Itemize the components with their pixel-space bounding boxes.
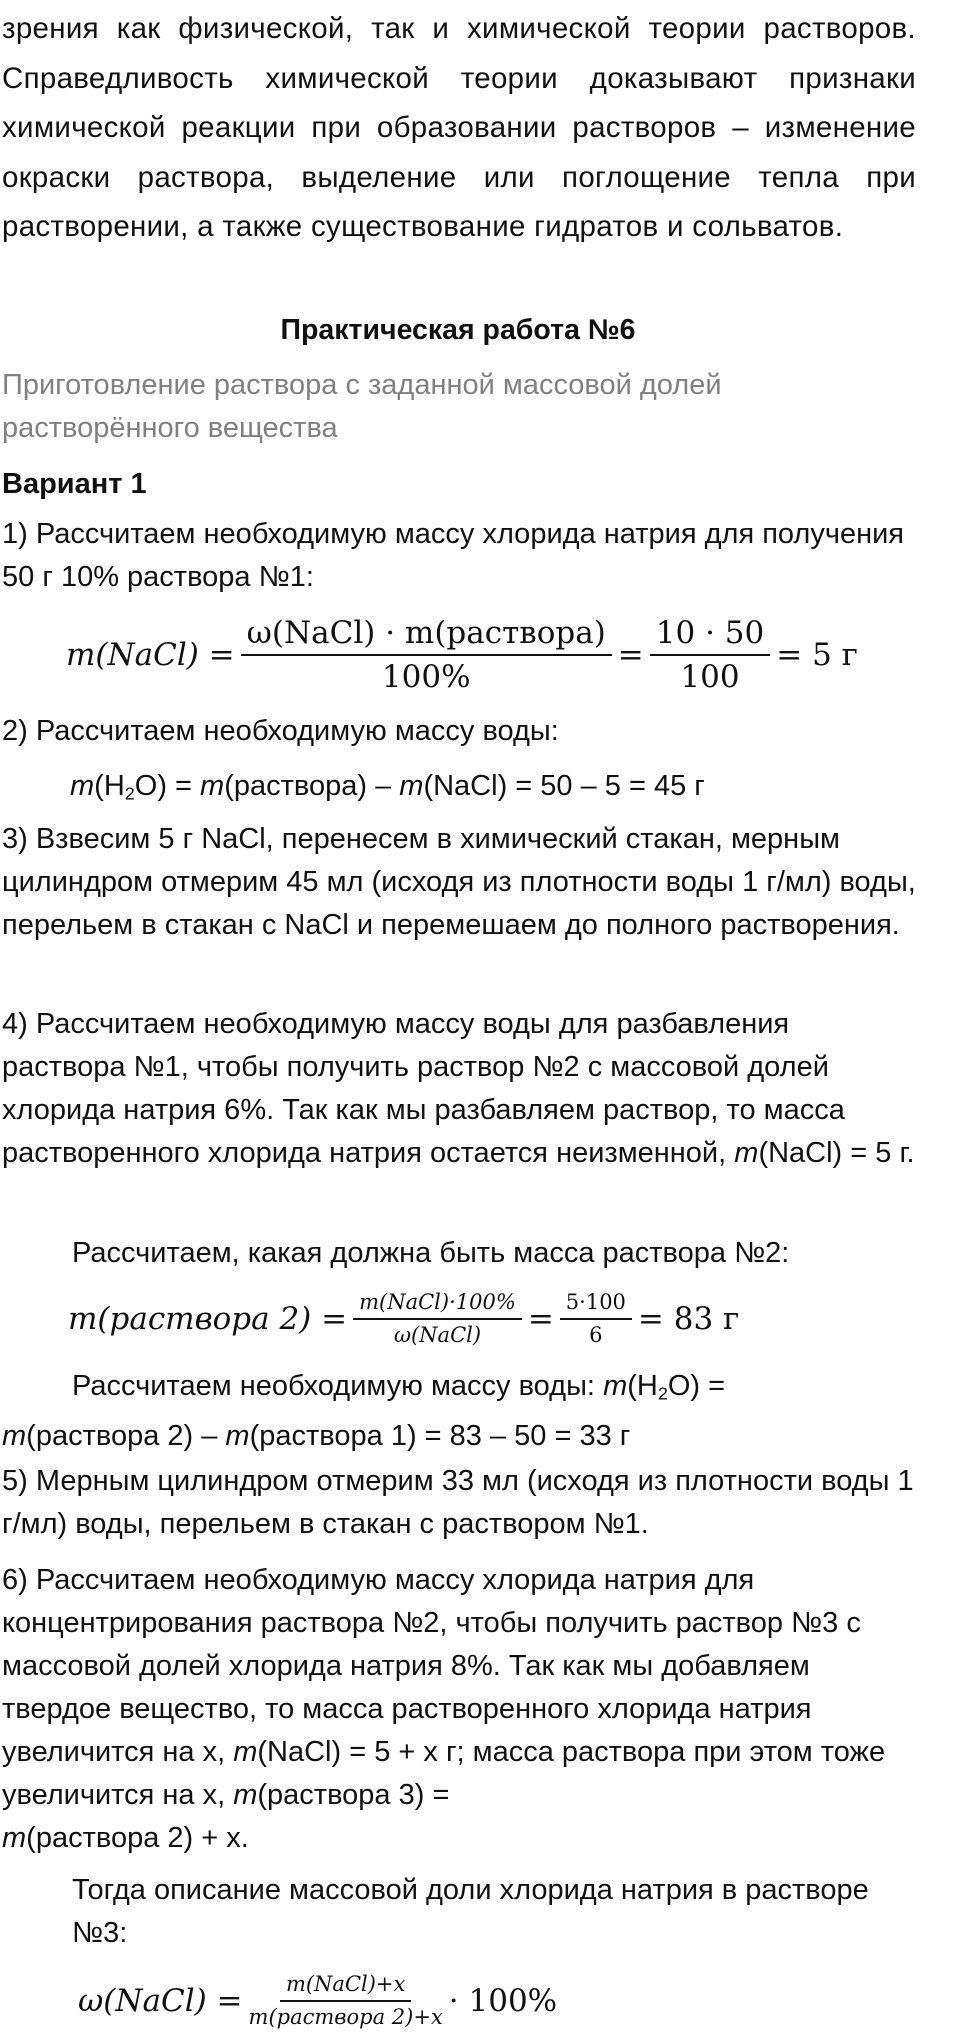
formula-denominator: m(раствора 2)+x [248, 2005, 443, 2029]
formula-mass-water: $m(H_2O)$ = m(раствора) – m(NaCl) = 50 – 5 = 45 г [70, 770, 705, 804]
formula-lhs: ω(NaCl) = [78, 1983, 243, 2019]
intro-paragraph: зрения как физической, так и химической теории растворов. Справедливость химической теории доказывают признаки химической реакции при образовании растворов – изменение окраски раствора, выделение или поглощение тепла при растворении, а также существование гидратов и сольватов. [2, 12, 916, 243]
step-6-text: 6) Рассчитаем необходимую массу хлорида натрия для концентрирования раствора №2, чтобы получить раствор №3 с массовой долей хлорида натрия 8%. Так как мы добавляем твердое вещество, то масса растворенного хлорида натрия увеличится на x, m(NaCl) = 5 + x г; масса раствора при этом тоже увеличится на x, m(раствора 3) = m(раствора 2) + x. [2, 1564, 886, 1854]
formula-fraction [249, 1973, 443, 2029]
formula-fraction [241, 616, 612, 694]
formula-fraction [353, 1291, 522, 1347]
page-subtitle: Приготовление раствора с заданной массовой долей растворённого вещества [2, 369, 722, 444]
formula-fraction-values [560, 1291, 632, 1347]
variant-heading: Вариант 1 [2, 468, 147, 500]
step-2-text: 2) Рассчитаем необходимую массу воды: [2, 715, 559, 747]
formula-denominator-values: 6 [589, 1323, 603, 1347]
step-3-text: 3) Взвесим 5 г NaCl, перенесем в химический стакан, мерным цилиндром отмерим 45 мл (исходя из плотности воды 1 г/мл) воды, перельем в стакан с NaCl и перемешаем до полного растворения. [2, 823, 916, 941]
formula-lhs: m(NaCl) = [66, 637, 235, 673]
formula-denominator-values: 100 [680, 659, 740, 695]
step-6-subtext: Тогда описание массовой доли хлорида натрия в растворе №3: [72, 1874, 869, 1949]
formula-equals: = [527, 1301, 554, 1337]
formula-mass-solution-2 [68, 1280, 918, 1358]
formula-result: · 100% [448, 1983, 558, 2019]
formula-numerator-values: 5·100 [560, 1291, 632, 1320]
formula-denominator: ω(NaCl) [393, 1323, 482, 1347]
formula-result: = 5 г [776, 637, 858, 673]
formula-numerator: ω(NaCl) · m(раствора) [241, 616, 612, 656]
formula-equals: = [617, 637, 644, 673]
formula-fraction-values [650, 616, 770, 694]
formula-mass-nacl [66, 612, 916, 698]
formula-numerator: m(NaCl)+x [280, 1973, 411, 2002]
page-title: Практическая работа №6 [280, 314, 636, 346]
step-4-subtext: Рассчитаем, какая должна быть масса раствора №2: [72, 1237, 790, 1269]
formula-mass-fraction [78, 1964, 928, 2038]
formula-result: = 83 г [637, 1301, 740, 1337]
step-4-water-calc: Рассчитаем необходимую массу воды: $m(H_2O)$ = m(раствора 2) – m(раствора 1) = 83 – 50 = 33 г [2, 1370, 726, 1453]
formula-numerator-values: 10 · 50 [650, 616, 770, 656]
formula-numerator: m(NaCl)·100% [353, 1291, 522, 1320]
formula-lhs: m(раствора 2) = [68, 1301, 348, 1337]
step-4-text: 4) Рассчитаем необходимую массу воды для разбавления раствора №1, чтобы получить раствор №2 с массовой долей хлорида натрия 6%. Так как мы разбавляем раствор, то масса растворенного хлорида натрия остается неизменной, m(NaCl) = 5 г. [2, 1008, 915, 1169]
step-5-text: 5) Мерным цилиндром отмерим 33 мл (исходя из плотности воды 1 г/мл) воды, перельем в стакан с раствором №1. [2, 1465, 914, 1540]
step-1-text: 1) Рассчитаем необходимую массу хлорида натрия для получения 50 г 10% раствора №1: [2, 518, 905, 593]
formula-denominator: 100% [381, 659, 471, 695]
